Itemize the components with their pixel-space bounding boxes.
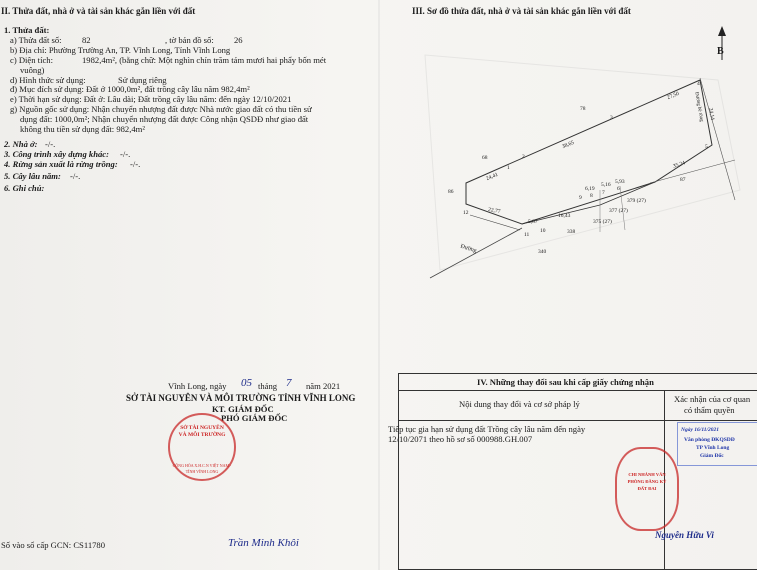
road-label: Đường — [459, 243, 478, 255]
gcn-number: Số vào sổ cấp GCN: CS11780 — [1, 540, 106, 550]
vertex-2: 2 — [522, 154, 525, 160]
plot-87: 87 — [680, 177, 686, 183]
dim-27-50: 27,50 — [666, 90, 681, 102]
north-arrow-icon — [718, 26, 726, 36]
dim-5-87: 5,87 — [528, 219, 538, 225]
registration-seal-text: CHI NHÁNH VĂN PHÒNG ĐĂNG KÝ ĐẤT ĐAI — [627, 472, 667, 491]
map-sheet-label: , tờ bản đồ số: — [165, 35, 214, 45]
perennial-value: -/-. — [70, 171, 81, 181]
origin-line-1: g) Nguồn gốc sử dụng: Nhận chuyển nhượng đất được Nhà nước giao đất có thu tiền sử — [10, 104, 312, 114]
vertex-12: 12 — [463, 210, 469, 216]
area-value: 1982,4m², (bằng chữ: Một nghìn chín trăm tám mươi hai phẩy bốn mét — [82, 55, 327, 65]
vertex-5: 5 — [705, 144, 708, 150]
issuer-name: SỞ TÀI NGUYÊN VÀ MÔI TRƯỜNG TỈNH VĨNH LONG — [126, 393, 356, 403]
other-construction-label: 3. Công trình xây dựng khác: — [4, 149, 109, 159]
registration-seal — [615, 447, 679, 531]
dim-22-77: 22,77 — [487, 206, 501, 216]
confirm-title: Giám Đốc — [700, 453, 724, 459]
confirm-city: TP Vĩnh Long — [696, 445, 730, 451]
usage-term: e) Thời hạn sử dụng: Đất ở: Lâu dài; Đất trồng cây lâu năm: đến ngày 12/10/2021 — [10, 94, 292, 104]
section4-title: IV. Những thay đổi sau khi cấp giấy chứng nhận — [477, 377, 654, 387]
section3-title: III. Sơ đồ thửa đất, nhà ở và tài sản khác gắn liền với đất — [412, 6, 631, 16]
dim-35-24: 35,24 — [672, 160, 686, 170]
concrete-road-label: Đường bê tông — [693, 91, 704, 123]
plot-68: 68 — [482, 155, 488, 161]
origin-line-3: không thu tiền sử dụng đất: 982,4m² — [20, 124, 145, 134]
usage-form-label: d) Hình thức sử dụng: — [10, 75, 86, 85]
date-month: 7 — [286, 377, 292, 389]
col-confirm-header-1: Xác nhận của cơ quan — [674, 394, 751, 404]
plot-375: 375 (27) — [593, 219, 612, 225]
vertex-11: 11 — [524, 232, 530, 238]
date-year: năm 2021 — [306, 381, 341, 391]
notes-label: 6. Ghi chú: — [4, 183, 45, 193]
usage-purpose: đ) Mục đích sử dụng: Đất ở 1000,0m², đất trồng cây lâu năm 982,4m² — [10, 84, 250, 94]
dim-24-41: 24,41 — [485, 171, 500, 183]
address-line: b) Địa chỉ: Phường Trường An, TP. Vĩnh Long, Tỉnh Vĩnh Long — [10, 45, 231, 55]
map-sheet-value: 26 — [234, 35, 243, 45]
changes-table — [388, 373, 757, 570]
house-label: 2. Nhà ở: — [4, 139, 38, 149]
dim-5-93: 5,93 — [615, 179, 625, 185]
planted-forest-label: 4. Rừng sản xuất là rừng trồng: — [4, 159, 118, 169]
plot-78: 78 — [580, 106, 586, 112]
other-construction-value: -/-. — [120, 149, 131, 159]
confirm-office: Văn phòng ĐKQSDĐ — [684, 437, 735, 443]
north-label: B — [717, 46, 724, 57]
vertex-3: 3 — [610, 115, 613, 121]
changes-table-header — [399, 374, 757, 391]
plot-338: 338 — [567, 229, 576, 235]
dim-5-16: 5,16 — [601, 182, 611, 188]
area-label: c) Diện tích: — [10, 55, 53, 65]
planted-forest-value: -/-. — [130, 159, 141, 169]
vertex-1: 1 — [507, 165, 510, 171]
area-value-cont: vuông) — [20, 65, 45, 75]
kt-director: KT. GIÁM ĐỐC — [212, 404, 274, 414]
plot-379: 379 (27) — [627, 198, 646, 204]
change-line-2: 12/10/2071 theo hồ sơ số 000988.GH.007 — [388, 434, 533, 444]
dim-38-65: 38,65 — [561, 139, 576, 151]
section2-title: II. Thửa đất, nhà ở và tài sản khác gắn liền với đất — [1, 6, 196, 16]
col-content-header: Nội dung thay đổi và cơ sở pháp lý — [459, 399, 580, 409]
vertex-10: 10 — [540, 228, 546, 234]
parcel-outline — [466, 80, 712, 224]
dim-24-14: 24,14 — [707, 107, 716, 121]
dim-16-43: 16,43 — [558, 213, 571, 219]
usage-form-value: Sử dụng riêng — [118, 75, 167, 85]
seal-text: SỞ TÀI NGUYÊN VÀ MÔI TRƯỜNG — [178, 425, 226, 438]
perennial-label: 5. Cây lâu năm: — [4, 171, 61, 181]
plot-377: 377 (27) — [609, 208, 628, 214]
col-confirm-header-2: có thẩm quyền — [684, 405, 735, 415]
confirmation-stamp — [677, 422, 757, 466]
plot-86: 86 — [448, 189, 454, 195]
dim-6-19: 6,19 — [585, 186, 595, 192]
origin-line-2: dụng đất: 1000,0m²; Nhận chuyển nhượng đất được Công nhận QSDĐ như giao đất — [20, 114, 309, 124]
date-day: 05 — [241, 377, 252, 389]
vertex-8: 8 — [590, 193, 593, 199]
vertex-6: 6 — [617, 186, 620, 192]
parcel-heading: 1. Thửa đất: — [4, 25, 50, 35]
date-month-label: tháng — [258, 381, 278, 391]
house-value: -/-. — [45, 139, 56, 149]
confirm-date: Ngày 16/11/2021 — [681, 427, 720, 433]
signer-name: Trần Minh Khôi — [228, 537, 299, 549]
confirm-signer: Nguyễn Hữu Vi — [655, 530, 714, 540]
date-prefix: Vĩnh Long, ngày — [168, 381, 227, 391]
plot-340: 340 — [538, 249, 547, 255]
deputy-director: PHÓ GIÁM ĐỐC — [221, 413, 288, 423]
vertex-9: 9 — [579, 195, 582, 201]
changes-table-colheads — [399, 390, 757, 421]
seal-ring-text: CỘNG HÒA X.H.C.N VIỆT NAM · TỈNH VĨNH LONG — [172, 463, 232, 474]
vertex-4: 4 — [697, 81, 700, 87]
change-line-1: Tiếp tục gia hạn sử dụng đất Trồng cây lâu năm đến ngày — [388, 424, 586, 434]
parcel-number-value: 82 — [82, 35, 91, 45]
vertex-7: 7 — [602, 190, 605, 196]
parcel-number-label: a) Thửa đất số: — [10, 35, 62, 45]
